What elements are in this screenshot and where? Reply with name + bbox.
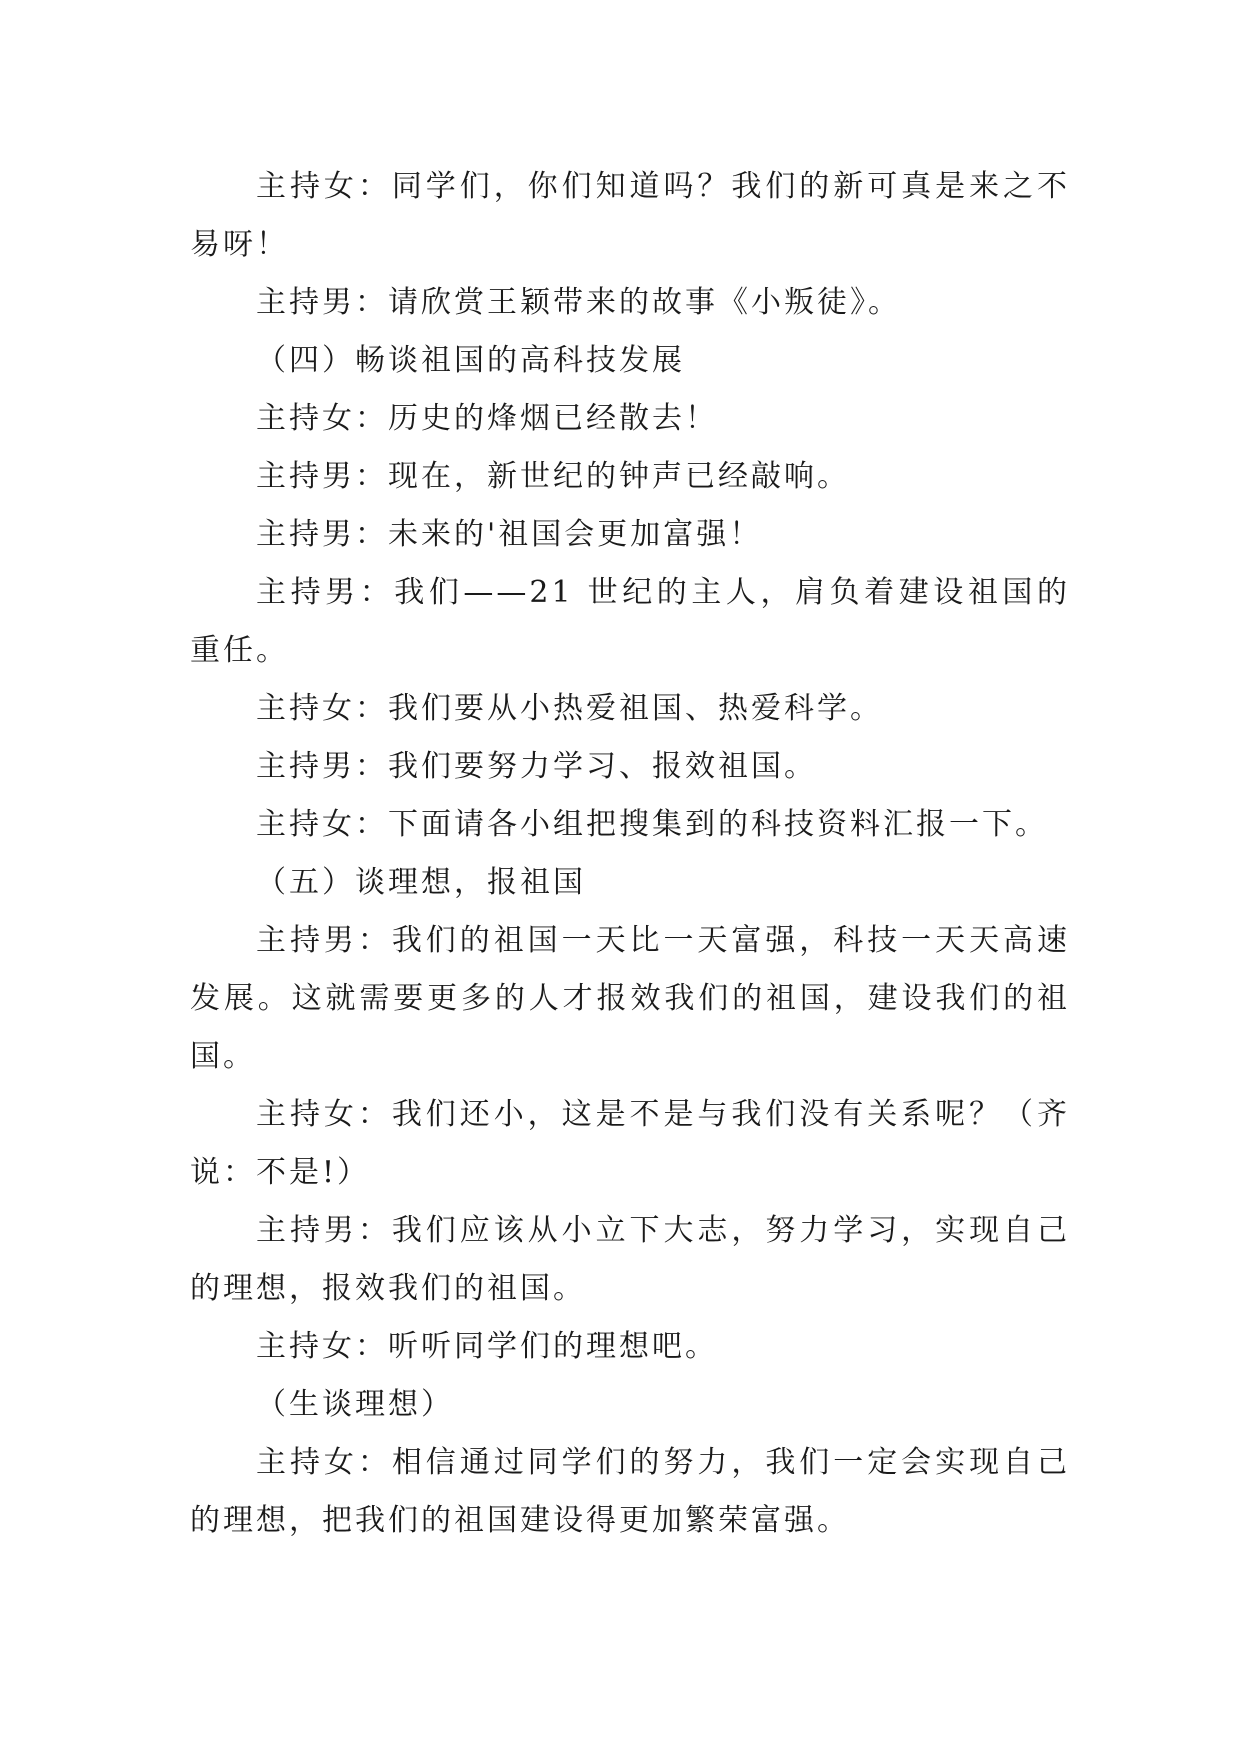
paragraph-11: 主持女：我们还小，这是不是与我们没有关系呢？（齐说：不是!） xyxy=(190,1097,1070,1190)
paragraph-14: 主持女：相信通过同学们的努力，我们一定会实现自己的理想，把我们的祖国建设得更加繁荣富强。 xyxy=(190,1445,1070,1538)
paragraph-12: 主持男：我们应该从小立下大志，努力学习，实现自己的理想，报效我们的祖国。 xyxy=(190,1213,1070,1306)
paragraph-9: 主持女：下面请各小组把搜集到的科技资料汇报一下。 xyxy=(256,807,1048,842)
document-body xyxy=(190,158,1070,1550)
paragraph-8: 主持男：我们要努力学习、报效祖国。 xyxy=(256,749,817,784)
paragraph-5: 主持男：未来的'祖国会更加富强！ xyxy=(256,517,763,552)
paragraph-4: 主持男：现在，新世纪的钟声已经敲响。 xyxy=(256,459,850,494)
paragraph-6: 主持男：我们——21 世纪的主人，肩负着建设祖国的重任。 xyxy=(190,575,1070,668)
section-heading-5: （五）谈理想，报祖国 xyxy=(256,865,586,900)
paragraph-2: 主持男：请欣赏王颖带来的故事《小叛徒》。 xyxy=(256,285,901,320)
section-heading-4: （四）畅谈祖国的高科技发展 xyxy=(256,343,685,378)
stage-direction: （生谈理想） xyxy=(256,1387,454,1422)
paragraph-13: 主持女：听听同学们的理想吧。 xyxy=(256,1329,718,1364)
paragraph-7: 主持女：我们要从小热爱祖国、热爱科学。 xyxy=(256,691,883,726)
paragraph-1: 主持女：同学们，你们知道吗？我们的新可真是来之不易呀！ xyxy=(190,169,1070,262)
paragraph-10: 主持男：我们的祖国一天比一天富强，科技一天天高速发展。这就需要更多的人才报效我们的祖国，建设我们的祖国。 xyxy=(190,923,1070,1074)
paragraph-3: 主持女：历史的烽烟已经散去！ xyxy=(256,401,718,436)
